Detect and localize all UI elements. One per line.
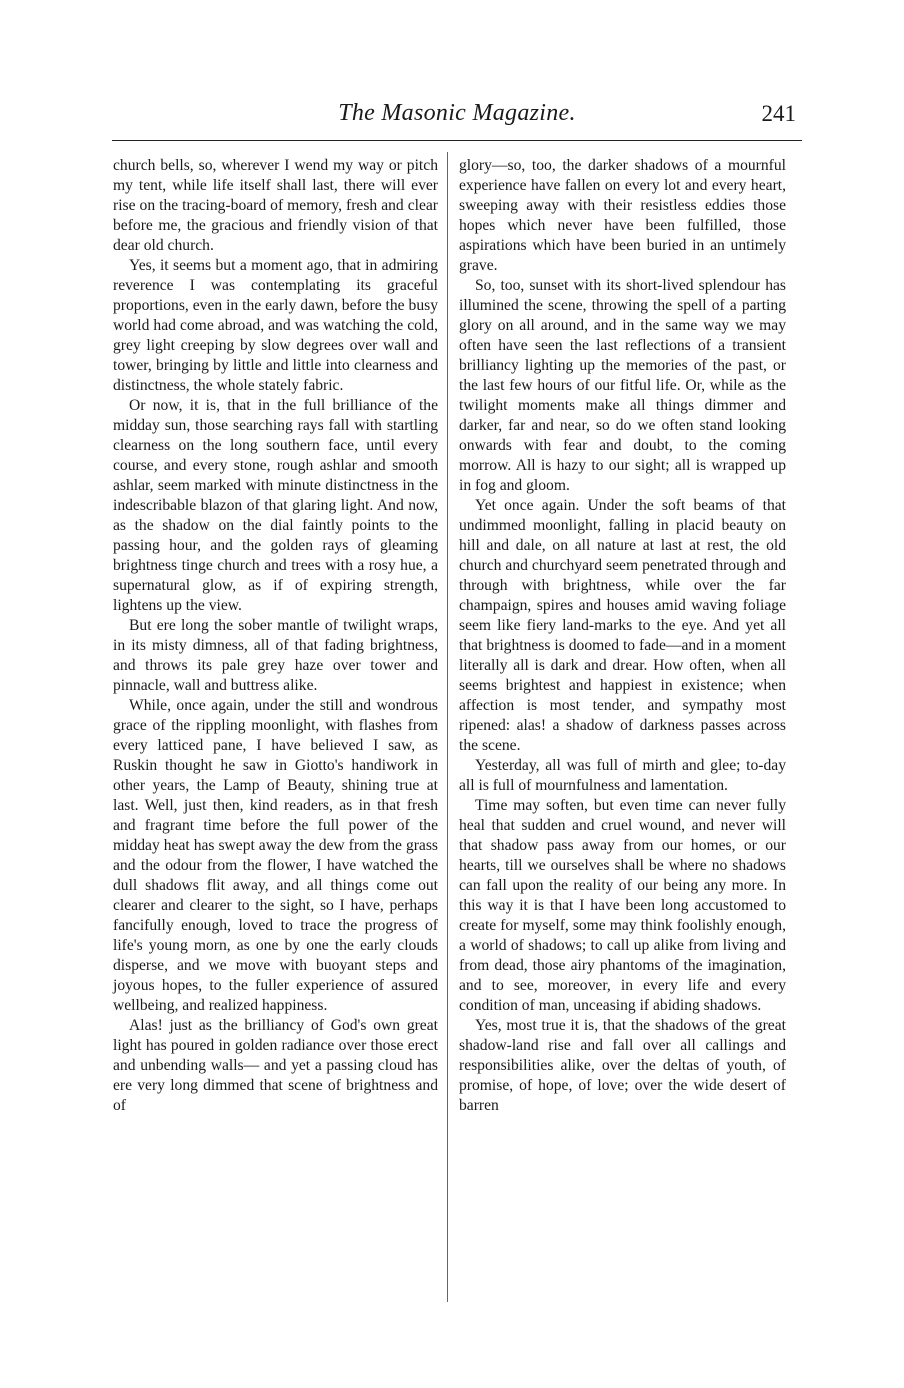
left-column bbox=[113, 156, 438, 1116]
paragraph: While, once again, under the still and wondrous grace of the rippling moonlight, with flashes from every latticed pane, I have believed I saw, as Ruskin thought he saw in Giotto's handiwork in other years, the Lamp of Beauty, shining true at last. Well, just then, kind readers, as in that fresh and fragrant time before the full power of the midday heat has swept away the dew from the grass and the odour from the flower, I have watched the dull shadows flit away, and all things come out clearer and clearer to the sight, so I have, perhaps fancifully enough, loved to trace the progress of life's young morn, as one by one the early clouds disperse, and we move with buoyant steps and joyous hopes, to the fuller experience of assured wellbeing, and realized happiness. bbox=[113, 697, 438, 1014]
paragraph: But ere long the sober mantle of twilight wraps, in its misty dimness, all of that fading brightness, and throws its pale grey haze over tower and pinnacle, wall and buttress alike. bbox=[113, 617, 438, 694]
right-column bbox=[459, 156, 786, 1116]
paragraph: Time may soften, but even time can never fully heal that sudden and cruel wound, and never will that shadow pass away from our homes, or our hearts, till we ourselves shall be where no shadows can fall upon the reality of our being any more. In this way it is that I have been long accustomed to create for myself, some may think foolishly enough, a world of shadows; to call up alike from living and from dead, those airy phantoms of the imagination, and to see, moreover, in every life and every condition of man, unceasing if abiding shadows. bbox=[459, 797, 786, 1014]
paragraph: Or now, it is, that in the full brilliance of the midday sun, those searching rays fall with startling clearness on the long southern face, until every course, and every stone, rough ashlar and smooth ashlar, seem marked with minute distinctness in the indescribable blazon of that glaring light. And now, as the shadow on the dial faintly points to the passing hour, and the golden rays of gleaming brightness tinge church and trees with a rosy hue, a supernatural glow, as if of expiring strength, lightens up the view. bbox=[113, 397, 438, 614]
paragraph: So, too, sunset with its short-lived splendour has illumined the scene, throwing the spell of a parting glory on all around, and in the same way we may often have seen the last reflections of a transient brilliancy lighting up the memories of the past, or the last few hours of our fitful life. Or, while as the twilight moments make all things dimmer and darker, far and near, so do we often stand looking onwards with fear and doubt, to the coming morrow. All is hazy to our sight; all is wrapped up in fog and gloom. bbox=[459, 277, 786, 494]
paragraph: Yet once again. Under the soft beams of that undimmed moonlight, falling in placid beauty on hill and dale, on all nature at last at rest, the old church and churchyard seem penetrated through and through with brightness, while over the far champaign, spires and houses amid waving foliage seem like fiery land-marks to the eye. And yet all that brightness is doomed to fade—and in a moment literally all is dark and drear. How often, when all seems brightest and happiest in existence; when affection is most tender, and sympathy most ripened: alas! a shadow of darkness passes across the scene. bbox=[459, 497, 786, 754]
header-rule bbox=[112, 140, 802, 141]
paragraph: church bells, so, wherever I wend my way or pitch my tent, while life itself shall last, there will ever rise on the tracing-board of memory, fresh and clear before me, the gracious and friendly vision of that dear old church. bbox=[113, 157, 438, 254]
page-number: 241 bbox=[761, 101, 796, 126]
paragraph: Yesterday, all was full of mirth and glee; to-day all is full of mournfulness and lamentation. bbox=[459, 757, 786, 794]
running-title: The Masonic Magazine. bbox=[338, 100, 576, 126]
column-divider bbox=[447, 152, 448, 1302]
paragraph: glory—so, too, the darker shadows of a mournful experience have fallen on every lot and every heart, sweeping away with their resistless eddies those hopes which never have been fulfilled, those aspirations which have been buried in an untimely grave. bbox=[459, 157, 786, 274]
page-header bbox=[112, 98, 802, 138]
paragraph: Yes, most true it is, that the shadows of the great shadow-land rise and fall over all callings and responsibilities alike, over the deltas of youth, of promise, of hope, of love; over the wide desert of barren bbox=[459, 1017, 786, 1114]
paragraph: Alas! just as the brilliancy of God's own great light has poured in golden radiance over those erect and unbending walls— and yet a passing cloud has ere very long dimmed that scene of brightness and of bbox=[113, 1017, 438, 1114]
paragraph: Yes, it seems but a moment ago, that in admiring reverence I was contemplating its graceful proportions, even in the early dawn, before the busy world had come abroad, and was watching the cold, grey light creeping by slow degrees over wall and tower, bringing by little and little into clearness and distinctness, the whole stately fabric. bbox=[113, 257, 438, 394]
